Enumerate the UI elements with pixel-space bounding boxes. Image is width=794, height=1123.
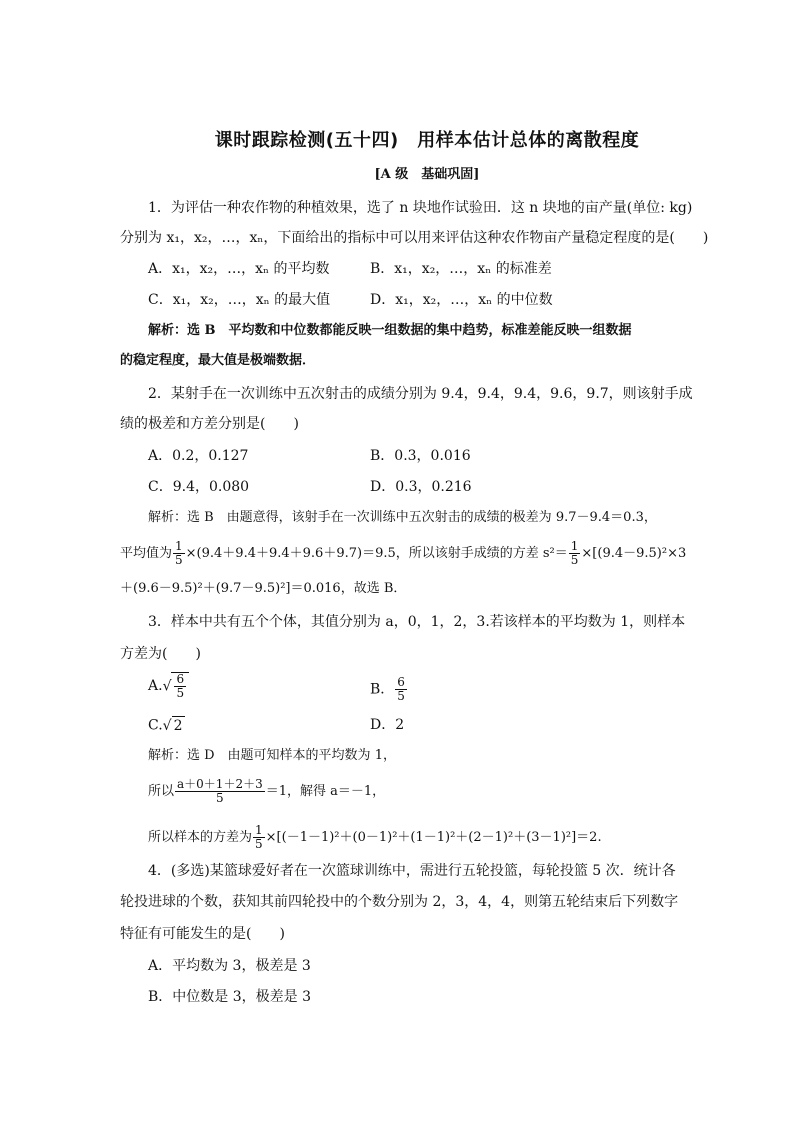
q4-option-a: A．平均数为 3，极差是 3 xyxy=(148,958,311,974)
q3-answer-text-c: 所以样本的方差为 xyxy=(148,830,253,845)
q2-answer-line-3: ＋(9.6－9.5)²＋(9.7－9.5)²]＝0.016，故选 B． xyxy=(120,581,407,596)
q1-option-b: B．x₁，x₂，…，xₙ 的标准差 xyxy=(370,261,552,277)
q1-answer-line-1: 解析：选 B 平均数和中位数都能反映一组数据的集中趋势，标准差能反映一组数据 xyxy=(148,323,632,338)
q3-stem-line-2: 方差为( ) xyxy=(120,646,201,662)
q1-option-c: C．x₁，x₂，…，xₙ 的最大值 xyxy=(148,292,331,308)
q3-option-b-den: 5 xyxy=(397,689,405,703)
q2-answer-line-1: 解析：选 B 由题意得，该射手在一次训练中五次射击的成绩的极差为 9.7－9.4＝0.3， xyxy=(148,510,657,525)
q3-answer-text-d: ×[(－1－1)²＋(0－1)²＋(1－1)²＋(2－1)²＋(3－1)²]＝2. xyxy=(265,830,602,845)
q3-answer-line-2 xyxy=(148,778,385,805)
q3-answer-text-a: 所以 xyxy=(148,784,175,799)
q4-option-b: B．中位数是 3，极差是 3 xyxy=(148,989,312,1005)
q1-option-a: A．x₁，x₂，…，xₙ 的平均数 xyxy=(148,261,330,277)
q3-option-a-sqrt: √ $\frac{6}{5}$ xyxy=(163,672,190,700)
q2-fraction-2-num: 1 xyxy=(570,539,579,553)
q2-option-b: B．0.3，0.016 xyxy=(370,448,471,464)
q2-fraction-1-den: 5 xyxy=(175,553,183,567)
q2-answer-text-c: ×[(9.4－9.5)²×3 xyxy=(581,546,687,561)
q4-stem-line-2: 轮投进球的个数，获知其前四轮投中的个数分别为 2，3，4，4，则第五轮结束后下列数字 xyxy=(120,894,679,910)
q3-option-c-radicand: 2 xyxy=(173,718,183,734)
q1-stem-line-2: 分别为 x₁，x₂，…，xₙ，下面给出的指标中可以用来评估这种农作物亩产量稳定程度的是( ) xyxy=(120,230,709,246)
q3-option-c: C.√ 2 xyxy=(148,717,183,734)
q3-answer-3-num: 1 xyxy=(255,823,263,837)
q2-fraction-1-num: 1 xyxy=(175,539,183,553)
q1-stem-line-1: 1．为评估一种农作物的种植效果，选了 n 块地作试验田．这 n 块地的亩产量(单位: kg) xyxy=(148,200,693,216)
q2-fraction-1 xyxy=(173,540,185,567)
q2-answer-text-b: ×(9.4＋9.4＋9.4＋9.6＋9.7)＝9.5，所以该射手成绩的方差 s²＝ xyxy=(185,546,568,561)
q3-option-a xyxy=(148,672,189,700)
q2-fraction-2-den: 5 xyxy=(570,553,579,567)
q2-option-a: A．0.2，0.127 xyxy=(148,448,249,464)
q3-option-a-num: 6 xyxy=(176,672,185,686)
q3-answer-line-1: 解析：选 D 由题可知样本的平均数为 1， xyxy=(148,748,396,763)
q4-stem-line-1: 4．(多选)某篮球爱好者在一次篮球训练中，需进行五轮投篮，每轮投篮 5 次．统计各 xyxy=(148,863,676,879)
q3-option-d: D．2 xyxy=(370,717,405,733)
q3-option-b xyxy=(370,676,408,703)
q1-option-d: D．x₁，x₂，…，xₙ 的中位数 xyxy=(370,292,553,308)
q3-option-a-label: A. xyxy=(148,678,163,694)
q2-stem-line-2: 绩的极差和方差分别是( ) xyxy=(120,416,299,432)
q3-stem-line-1: 3．样本中共有五个个体，其值分别为 a，0，1，2，3.若该样本的平均数为 1，则样本 xyxy=(148,614,686,630)
q3-option-b-num: 6 xyxy=(397,675,405,689)
q3-option-c-label: C. xyxy=(148,717,163,734)
q2-option-d: D．0.3，0.216 xyxy=(370,479,472,495)
q2-option-c: C．9.4，0.080 xyxy=(148,479,250,495)
q1-answer-line-2: 的稳定程度，最大值是极端数据． xyxy=(120,353,316,368)
q2-answer-line-2 xyxy=(120,540,686,567)
page-title: 课时跟踪检测(五十四) 用样本估计总体的离散程度 xyxy=(214,130,640,151)
q2-stem-line-1: 2．某射手在一次训练中五次射击的成绩分别为 9.4，9.4，9.4，9.6，9.7，则该射手成 xyxy=(148,386,693,402)
q3-answer-num: a＋0＋1＋2＋3 xyxy=(177,777,263,791)
q3-answer-3-den: 5 xyxy=(255,837,263,851)
q3-answer-line-3 xyxy=(148,824,602,851)
q2-answer-text-a: 平均值为 xyxy=(120,546,173,561)
q2-fraction-2 xyxy=(569,540,581,567)
q3-option-a-den: 5 xyxy=(176,686,185,700)
q4-stem-line-3: 特征有可能发生的是( ) xyxy=(120,926,285,942)
section-label: [A 级 基础巩固] xyxy=(374,167,480,182)
q3-answer-text-b: ＝1，解得 a＝－1， xyxy=(265,784,386,799)
q3-option-b-label: B． xyxy=(370,681,395,698)
q3-answer-den: 5 xyxy=(216,791,224,805)
